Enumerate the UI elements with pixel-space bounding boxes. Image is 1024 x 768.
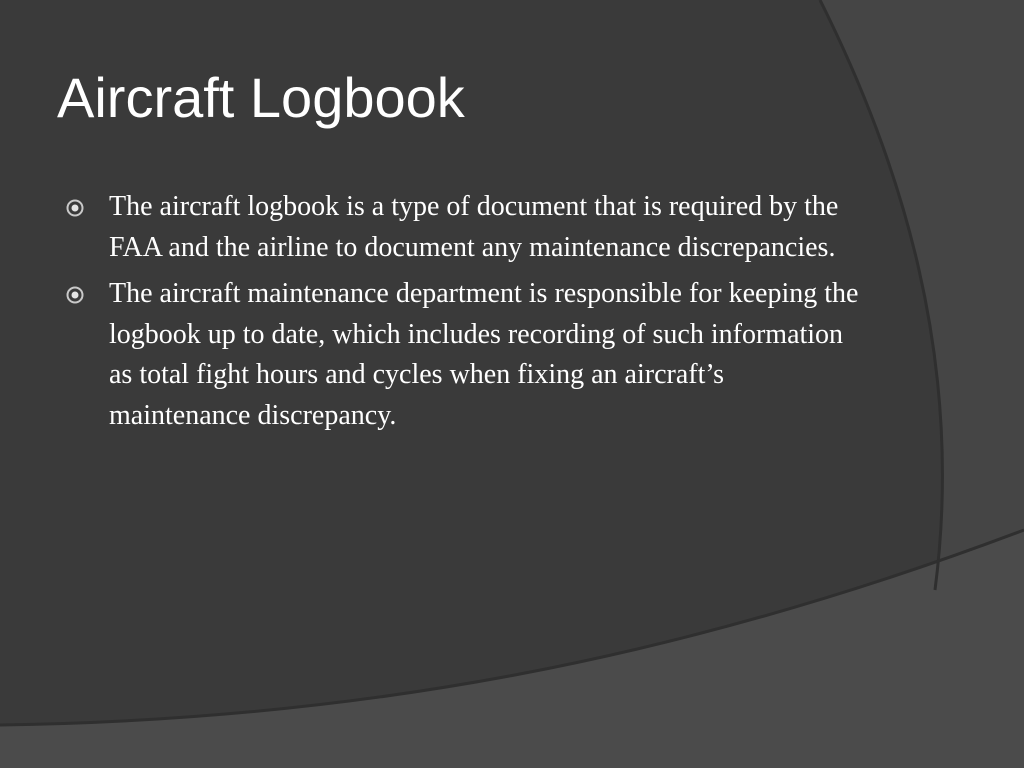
slide-title: Aircraft Logbook bbox=[57, 66, 465, 129]
bullet-item-1 bbox=[65, 187, 865, 268]
bullet-text-1: The aircraft logbook is a type of document that is required by the FAA and the airline to document any maintenance discrepancies. bbox=[109, 191, 839, 263]
bullet-list bbox=[65, 187, 865, 442]
circled-dot-bullet-icon bbox=[65, 198, 85, 218]
bullet-text-2: The aircraft maintenance department is responsible for keeping the logbook up to date, which includes recording of such information as total fight hours and cycles when fixing an aircraft’s maintenance discrepancy. bbox=[109, 278, 859, 431]
bottom-curve-panel bbox=[0, 530, 1024, 768]
bullet-item-2 bbox=[65, 274, 865, 436]
circled-dot-bullet-icon bbox=[65, 285, 85, 305]
